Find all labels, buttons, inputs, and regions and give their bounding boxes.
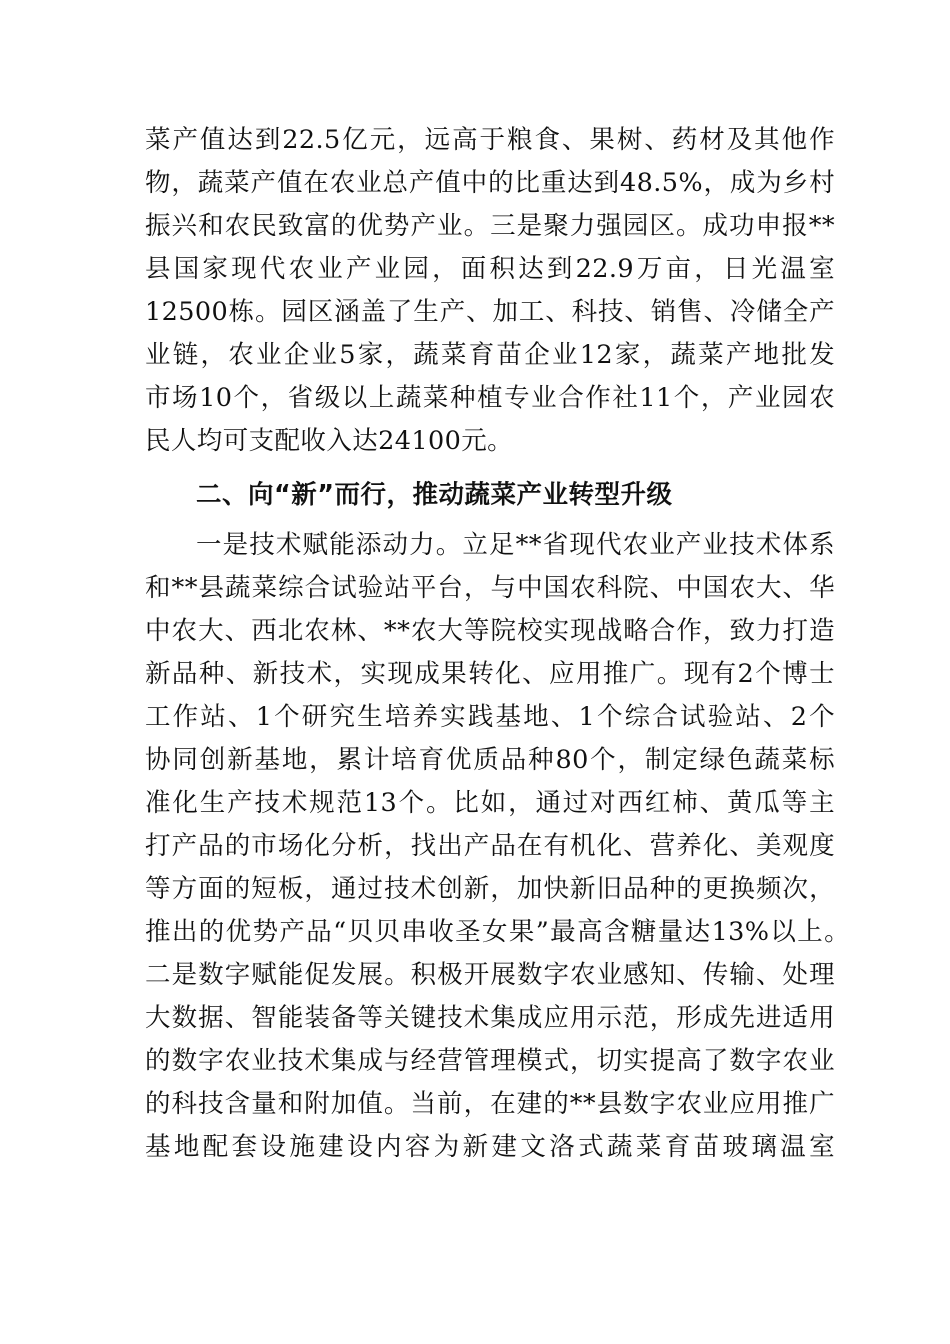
paragraph-2-line-9: 等方面的短板，通过技术创新，加快新旧品种的更换频次， xyxy=(145,874,835,904)
paragraph-2-line-1: 一是技术赋能添动力。立足**省现代农业产业技术体系 xyxy=(196,530,835,560)
paragraph-2-line-4: 新品种、新技术，实现成果转化、应用推广。现有2个博士 xyxy=(145,659,835,689)
paragraph-1-line-3: 振兴和农民致富的优势产业。三是聚力强园区。成功申报** xyxy=(145,211,835,241)
paragraph-2-line-15: 基地配套设施建设内容为新建文洛式蔬菜育苗玻璃温室 xyxy=(145,1132,835,1162)
paragraph-2-line-8: 打产品的市场化分析，找出产品在有机化、营养化、美观度 xyxy=(145,831,835,861)
paragraph-2-line-5: 工作站、1个研究生培养实践基地、1个综合试验站、2个 xyxy=(145,702,835,732)
paragraph-1-line-2: 物，蔬菜产值在农业总产值中的比重达到48.5%，成为乡村 xyxy=(145,168,835,198)
paragraph-1-line-1: 菜产值达到22.5亿元，远高于粮食、果树、药材及其他作 xyxy=(145,125,835,155)
paragraph-2-line-7: 准化生产技术规范13个。比如，通过对西红柿、黄瓜等主 xyxy=(145,788,835,818)
paragraph-1-line-8: 民人均可支配收入达24100元。 xyxy=(145,426,514,456)
paragraph-2-line-14: 的科技含量和附加值。当前，在建的**县数字农业应用推广 xyxy=(145,1089,835,1119)
paragraph-1-line-6: 业链，农业企业5家，蔬菜育苗企业12家，蔬菜产地批发 xyxy=(145,340,835,370)
paragraph-2-line-6: 协同创新基地，累计培育优质品种80个，制定绿色蔬菜标 xyxy=(145,745,835,775)
paragraph-2-line-11: 二是数字赋能促发展。积极开展数字农业感知、传输、处理 xyxy=(145,960,835,990)
paragraph-2-line-2: 和**县蔬菜综合试验站平台，与中国农科院、中国农大、华 xyxy=(145,573,835,603)
paragraph-1-line-7: 市场10个，省级以上蔬菜种植专业合作社11个，产业园农 xyxy=(145,383,835,413)
paragraph-1-line-4: 县国家现代农业产业园，面积达到22.9万亩，日光温室 xyxy=(145,254,835,284)
paragraph-2-line-10: 推出的优势产品“贝贝串收圣女果”最高含糖量达13%以上。 xyxy=(145,917,850,947)
paragraph-1-line-5: 12500栋。园区涵盖了生产、加工、科技、销售、冷储全产 xyxy=(145,297,835,327)
paragraph-2-line-3: 中农大、西北农林、**农大等院校实现战略合作，致力打造 xyxy=(145,616,835,646)
section-heading: 二、向“新”而行，推动蔬菜产业转型升级 xyxy=(196,480,673,510)
paragraph-2-line-13: 的数字农业技术集成与经营管理模式，切实提高了数字农业 xyxy=(145,1046,835,1076)
paragraph-2-line-12: 大数据、智能装备等关键技术集成应用示范，形成先进适用 xyxy=(145,1003,835,1033)
